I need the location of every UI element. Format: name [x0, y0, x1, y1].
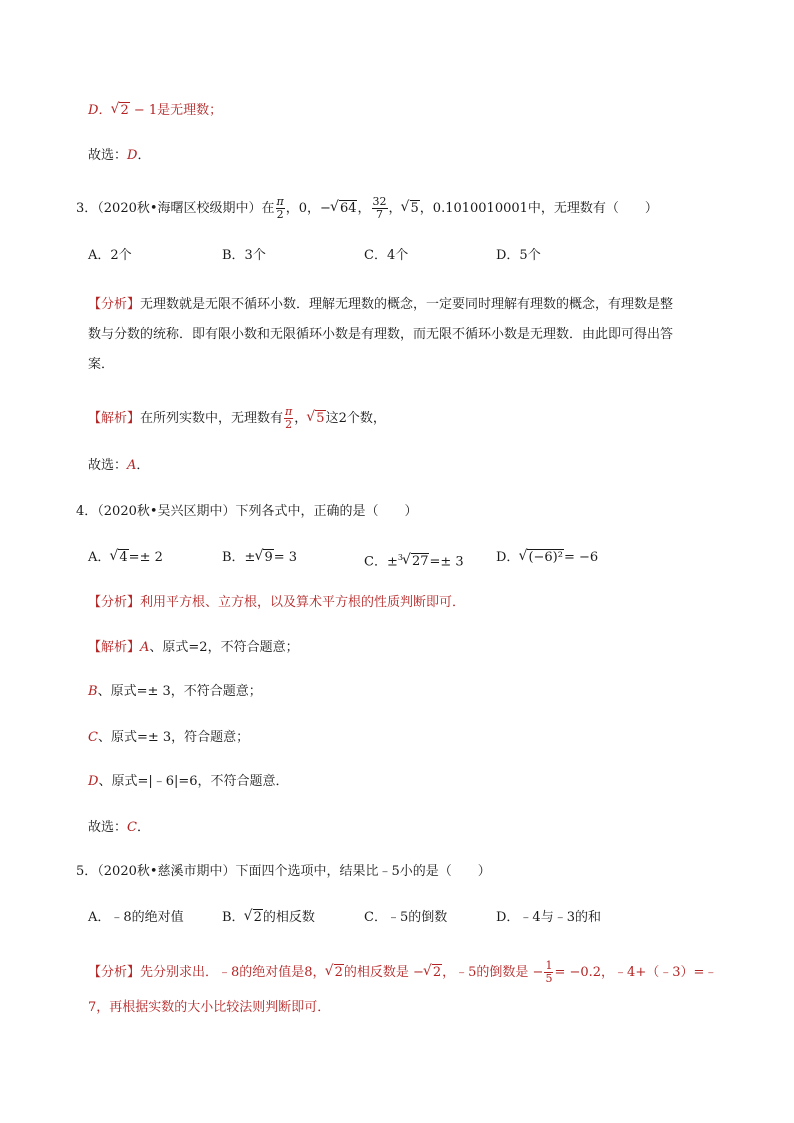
q3-option-b: B．3个	[222, 248, 266, 263]
q5-stem: 5．（2020秋•慈溪市期中）下面四个选项中，结果比﹣5小的是（ ）	[76, 864, 491, 879]
q4-option-a: A．√ 4=± 2	[88, 548, 163, 568]
q5-option-c: C．﹣5的倒数	[364, 910, 448, 925]
q5-analysis-line2: 7，再根据实数的大小比较法则判断即可．	[88, 1000, 331, 1015]
q3-solution: 【解析】在所列实数中，无理数有 $\frac{\pi}{2}$ ，√ 5这2个数，	[88, 406, 734, 431]
fraction-1-over-5: $\frac{1}{5}$	[545, 959, 553, 985]
q4-analysis: 【分析】利用平方根、立方根，以及算术平方根的性质判断即可．	[88, 595, 466, 610]
q4-solution-c: C、原式=± 3，符合题意；	[88, 730, 250, 745]
fraction-pi-over-2: $\frac{\pi}{2}$	[276, 195, 284, 221]
q2-option-d-explanation: D．√ 2 − 1是无理数；	[88, 101, 734, 121]
sqrt-symbol: √ 5	[402, 199, 420, 219]
q3-option-c: C．4个	[364, 248, 409, 263]
q5-option-b: B．√ 2的相反数	[222, 908, 315, 928]
q2-choice: 故选：D．	[88, 148, 151, 163]
q3-option-a: A．2个	[88, 248, 132, 263]
sqrt-symbol: √ 2	[111, 101, 129, 121]
q4-option-b: B．±√ 9= 3	[222, 548, 297, 568]
q5-option-d: D．﹣4与﹣3的和	[496, 910, 601, 925]
fraction-32-over-7: $\frac{32}{7}$	[372, 195, 387, 221]
sqrt-symbol: √ 64	[331, 199, 358, 219]
option-letter: D．	[88, 103, 112, 118]
q3-choice: 故选：A．	[88, 458, 150, 473]
q3-stem: 3．（2020秋•海曙区校级期中）在 $\frac{\pi}{2}$ ，0，−√ 64， $\frac{32}{7}$ ，√ 5，0.1010010001中，无理数有（ ）	[76, 196, 734, 221]
q3-option-d: D．5个	[496, 248, 541, 263]
q4-option-c: C．±$^3$√ 27=± 3	[364, 548, 464, 572]
q4-option-d: D．√ (−6)²= −6	[496, 548, 598, 568]
q4-solution-d: D、原式=|﹣6|=6，不符合题意．	[88, 774, 289, 789]
q3-analysis: 【分析】无理数就是无限不循环小数．理解无理数的概念，一定要同时理解有理数的概念，有理数是整 数与分数的统称．即有限小数和无限循环小数是有理数，而无限不循环小数是无理数．由此即可得出答 案．	[88, 297, 674, 372]
fraction-pi-over-2: $\frac{\pi}{2}$	[285, 405, 293, 431]
q4-choice: 故选：C．	[88, 820, 150, 835]
q4-solution-b: B、原式=± 3，不符合题意；	[88, 684, 262, 699]
q5-analysis-line1: 【分析】先分别求出．﹣8的绝对值是8，√ 2的相反数是 −√ 2，﹣5的倒数是 − $\frac{1}{5}$ = −0.2，﹣4+（﹣3）=﹣	[88, 960, 754, 985]
sqrt-symbol: √ 5	[307, 409, 325, 429]
q4-solution-a: 【解析】A、原式=2，不符合题意；	[88, 640, 299, 655]
q4-stem: 4．（2020秋•吴兴区期中）下列各式中，正确的是（ ）	[76, 504, 418, 519]
q5-option-a: A．﹣8的绝对值	[88, 910, 184, 925]
